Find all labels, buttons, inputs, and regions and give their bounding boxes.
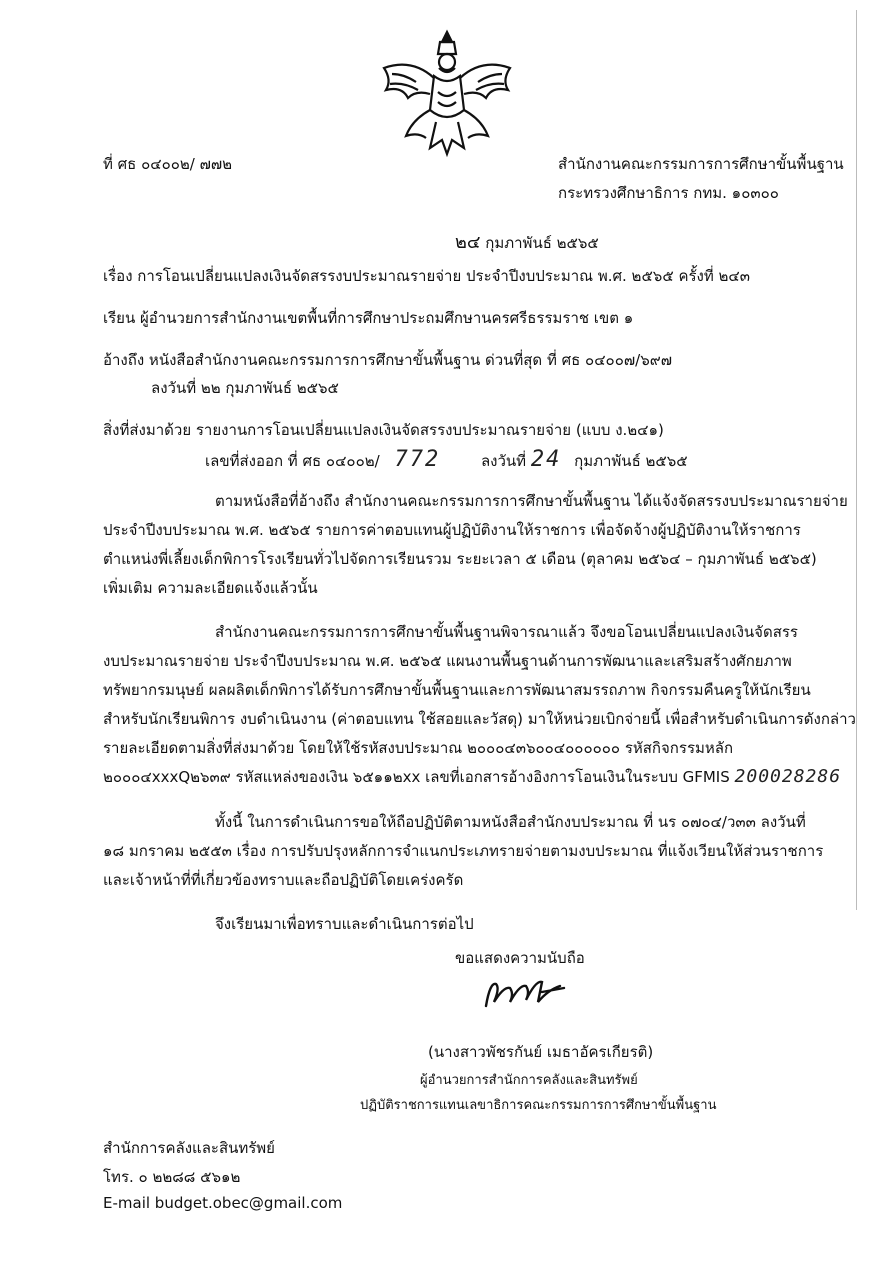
garuda-emblem-icon (372, 28, 522, 160)
p1-line-1: ตามหนังสือที่อ้างถึง สำนักงานคณะกรรมการการศึกษาขั้นพื้นฐาน ได้แจ้งจัดสรรงบประมาณรายจ่าย (215, 492, 848, 510)
p2-line-5: รายละเอียดตามสิ่งที่ส่งมาด้วย โดยให้ใช้รหัสงบประมาณ ๒๐๐๐๔๓๖๐๐๔๐๐๐๐๐๐ รหัสกิจกรรมหลัก (103, 739, 734, 757)
p2-line-3: ทรัพยากรมนุษย์ ผลผลิตเด็กพิการได้รับการศึกษาขั้นพื้นฐานและการพัฒนาสมรรถภาพ กิจกรรมคืนครูให้นักเรียน (103, 681, 811, 699)
p2-line-2: งบประมาณรายจ่าย ประจำปีงบประมาณ พ.ศ. ๒๕๖๕ แผนงานพื้นฐานด้านการพัฒนาและเสริมสร้างศักยภาพ (103, 652, 792, 670)
p3-line-2: ๑๘ มกราคม ๒๕๕๓ เรื่อง การปรับปรุงหลักการจำแนกประเภทรายจ่ายตามงบประมาณ ที่แจ้งเวียนให้ส่วนราชการ (103, 842, 824, 860)
footer-email: E-mail budget.obec@gmail.com (103, 1194, 343, 1212)
p2-line-6 (103, 765, 841, 789)
outgoing-date-suffix: กุมภาพันธ์ ๒๕๖๕ (574, 452, 688, 470)
p3-line-1: ทั้งนี้ ในการดำเนินการขอให้ถือปฏิบัติตามหนังสือสำนักงบประมาณ ที่ นร ๐๗๐๔/ว๓๓ ลงวันที่ (215, 813, 806, 831)
signer-title-1: ผู้อำนวยการสำนักการคลังและสินทรัพย์ (420, 1073, 638, 1088)
signer-name: (นางสาวพัชรกันย์ เมธาอัครเกียรติ) (428, 1043, 654, 1061)
p1-line-4: เพิ่มเติม ความละเอียดแจ้งแล้วนั้น (103, 579, 318, 597)
p3-line-3: และเจ้าหน้าที่ที่เกี่ยวข้องทราบและถือปฏิบัติโดยเคร่งครัด (103, 871, 464, 889)
signature-icon (480, 972, 570, 1014)
letter-date (455, 227, 599, 256)
subject-line: เรื่อง การโอนเปลี่ยนแปลงเงินจัดสรรงบประมาณรายจ่าย ประจำปีงบประมาณ พ.ศ. ๒๕๖๕ ครั้งที่ ๒๔๓ (103, 267, 751, 285)
reference-line-1: อ้างถึง หนังสือสำนักงานคณะกรรมการการศึกษาขั้นพื้นฐาน ด่วนที่สุด ที่ ศธ ๐๔๐๐๗/๖๙๗ (103, 351, 672, 369)
office-address: กระทรวงศึกษาธิการ กทม. ๑๐๓๐๐ (558, 184, 779, 202)
p1-line-3: ตำแหน่งพี่เลี้ยงเด็กพิการโรงเรียนทั่วไปจัดการเรียนรวม ระยะเวลา ๕ เดือน (ตุลาคม ๒๕๖๔ – กุมภาพันธ์ ๒๕๖๕) (103, 550, 817, 568)
reference-number: ที่ ศธ ๐๔๐๐๒/ ๗๗๒ (103, 155, 233, 173)
footer-phone: โทร. ๐ ๒๒๘๘ ๕๖๑๒ (103, 1168, 241, 1186)
outgoing-date-day: 24 (530, 447, 562, 472)
outgoing-prefix: เลขที่ส่งออก ที่ ศธ ๐๔๐๐๒/ (205, 452, 380, 470)
outgoing-date-prefix: ลงวันที่ (480, 452, 527, 470)
reference-line-2: ลงวันที่ ๒๒ กุมภาพันธ์ ๒๕๖๕ (151, 379, 339, 397)
office-name: สำนักงานคณะกรรมการการศึกษาขั้นพื้นฐาน (558, 155, 844, 173)
outgoing-number: 772 (394, 447, 441, 472)
closing-statement: จึงเรียนมาเพื่อทราบและดำเนินการต่อไป (215, 915, 474, 933)
date-month-year: กุมภาพันธ์ ๒๕๖๕ (485, 234, 599, 252)
enclosure-line-2 (205, 447, 688, 473)
enclosure-line-1: สิ่งที่ส่งมาด้วย รายงานการโอนเปลี่ยนแปลงเงินจัดสรรงบประมาณรายจ่าย (แบบ ง.๒๔๑) (103, 421, 664, 439)
budget-codes: ๒๐๐๐๔xxxQ๒๖๓๙ รหัสแหล่งของเงิน ๖๕๑๑๒xx เลขที่เอกสารอ้างอิงการโอนเงินในระบบ GFMIS (103, 768, 730, 786)
p2-line-4: สำหรับนักเรียนพิการ งบดำเนินงาน (ค่าตอบแทน ใช้สอยและวัสดุ) มาให้หน่วยเบิกจ่ายนี้ เพื่อสำหรับดำเนินการดังกล่าว (103, 710, 856, 728)
signer-title-2: ปฏิบัติราชการแทนเลขาธิการคณะกรรมการการศึกษาขั้นพื้นฐาน (360, 1098, 717, 1113)
regards: ขอแสดงความนับถือ (455, 949, 585, 967)
p2-line-1: สำนักงานคณะกรรมการการศึกษาขั้นพื้นฐานพิจารณาแล้ว จึงขอโอนเปลี่ยนแปลงเงินจัดสรร (215, 623, 798, 641)
recipient-line: เรียน ผู้อำนวยการสำนักงานเขตพื้นที่การศึกษาประถมศึกษานครศรีธรรมราช เขต ๑ (103, 309, 634, 327)
footer-department: สำนักการคลังและสินทรัพย์ (103, 1139, 275, 1157)
page-edge-line (856, 10, 857, 910)
gfmis-number: 200028286 (734, 766, 842, 787)
date-day: ๒๔ (455, 232, 481, 253)
p1-line-2: ประจำปีงบประมาณ พ.ศ. ๒๕๖๕ รายการค่าตอบแทนผู้ปฏิบัติงานให้ราชการ เพื่อจัดจ้างผู้ปฏิบัติงานให้ราชการ (103, 521, 801, 539)
